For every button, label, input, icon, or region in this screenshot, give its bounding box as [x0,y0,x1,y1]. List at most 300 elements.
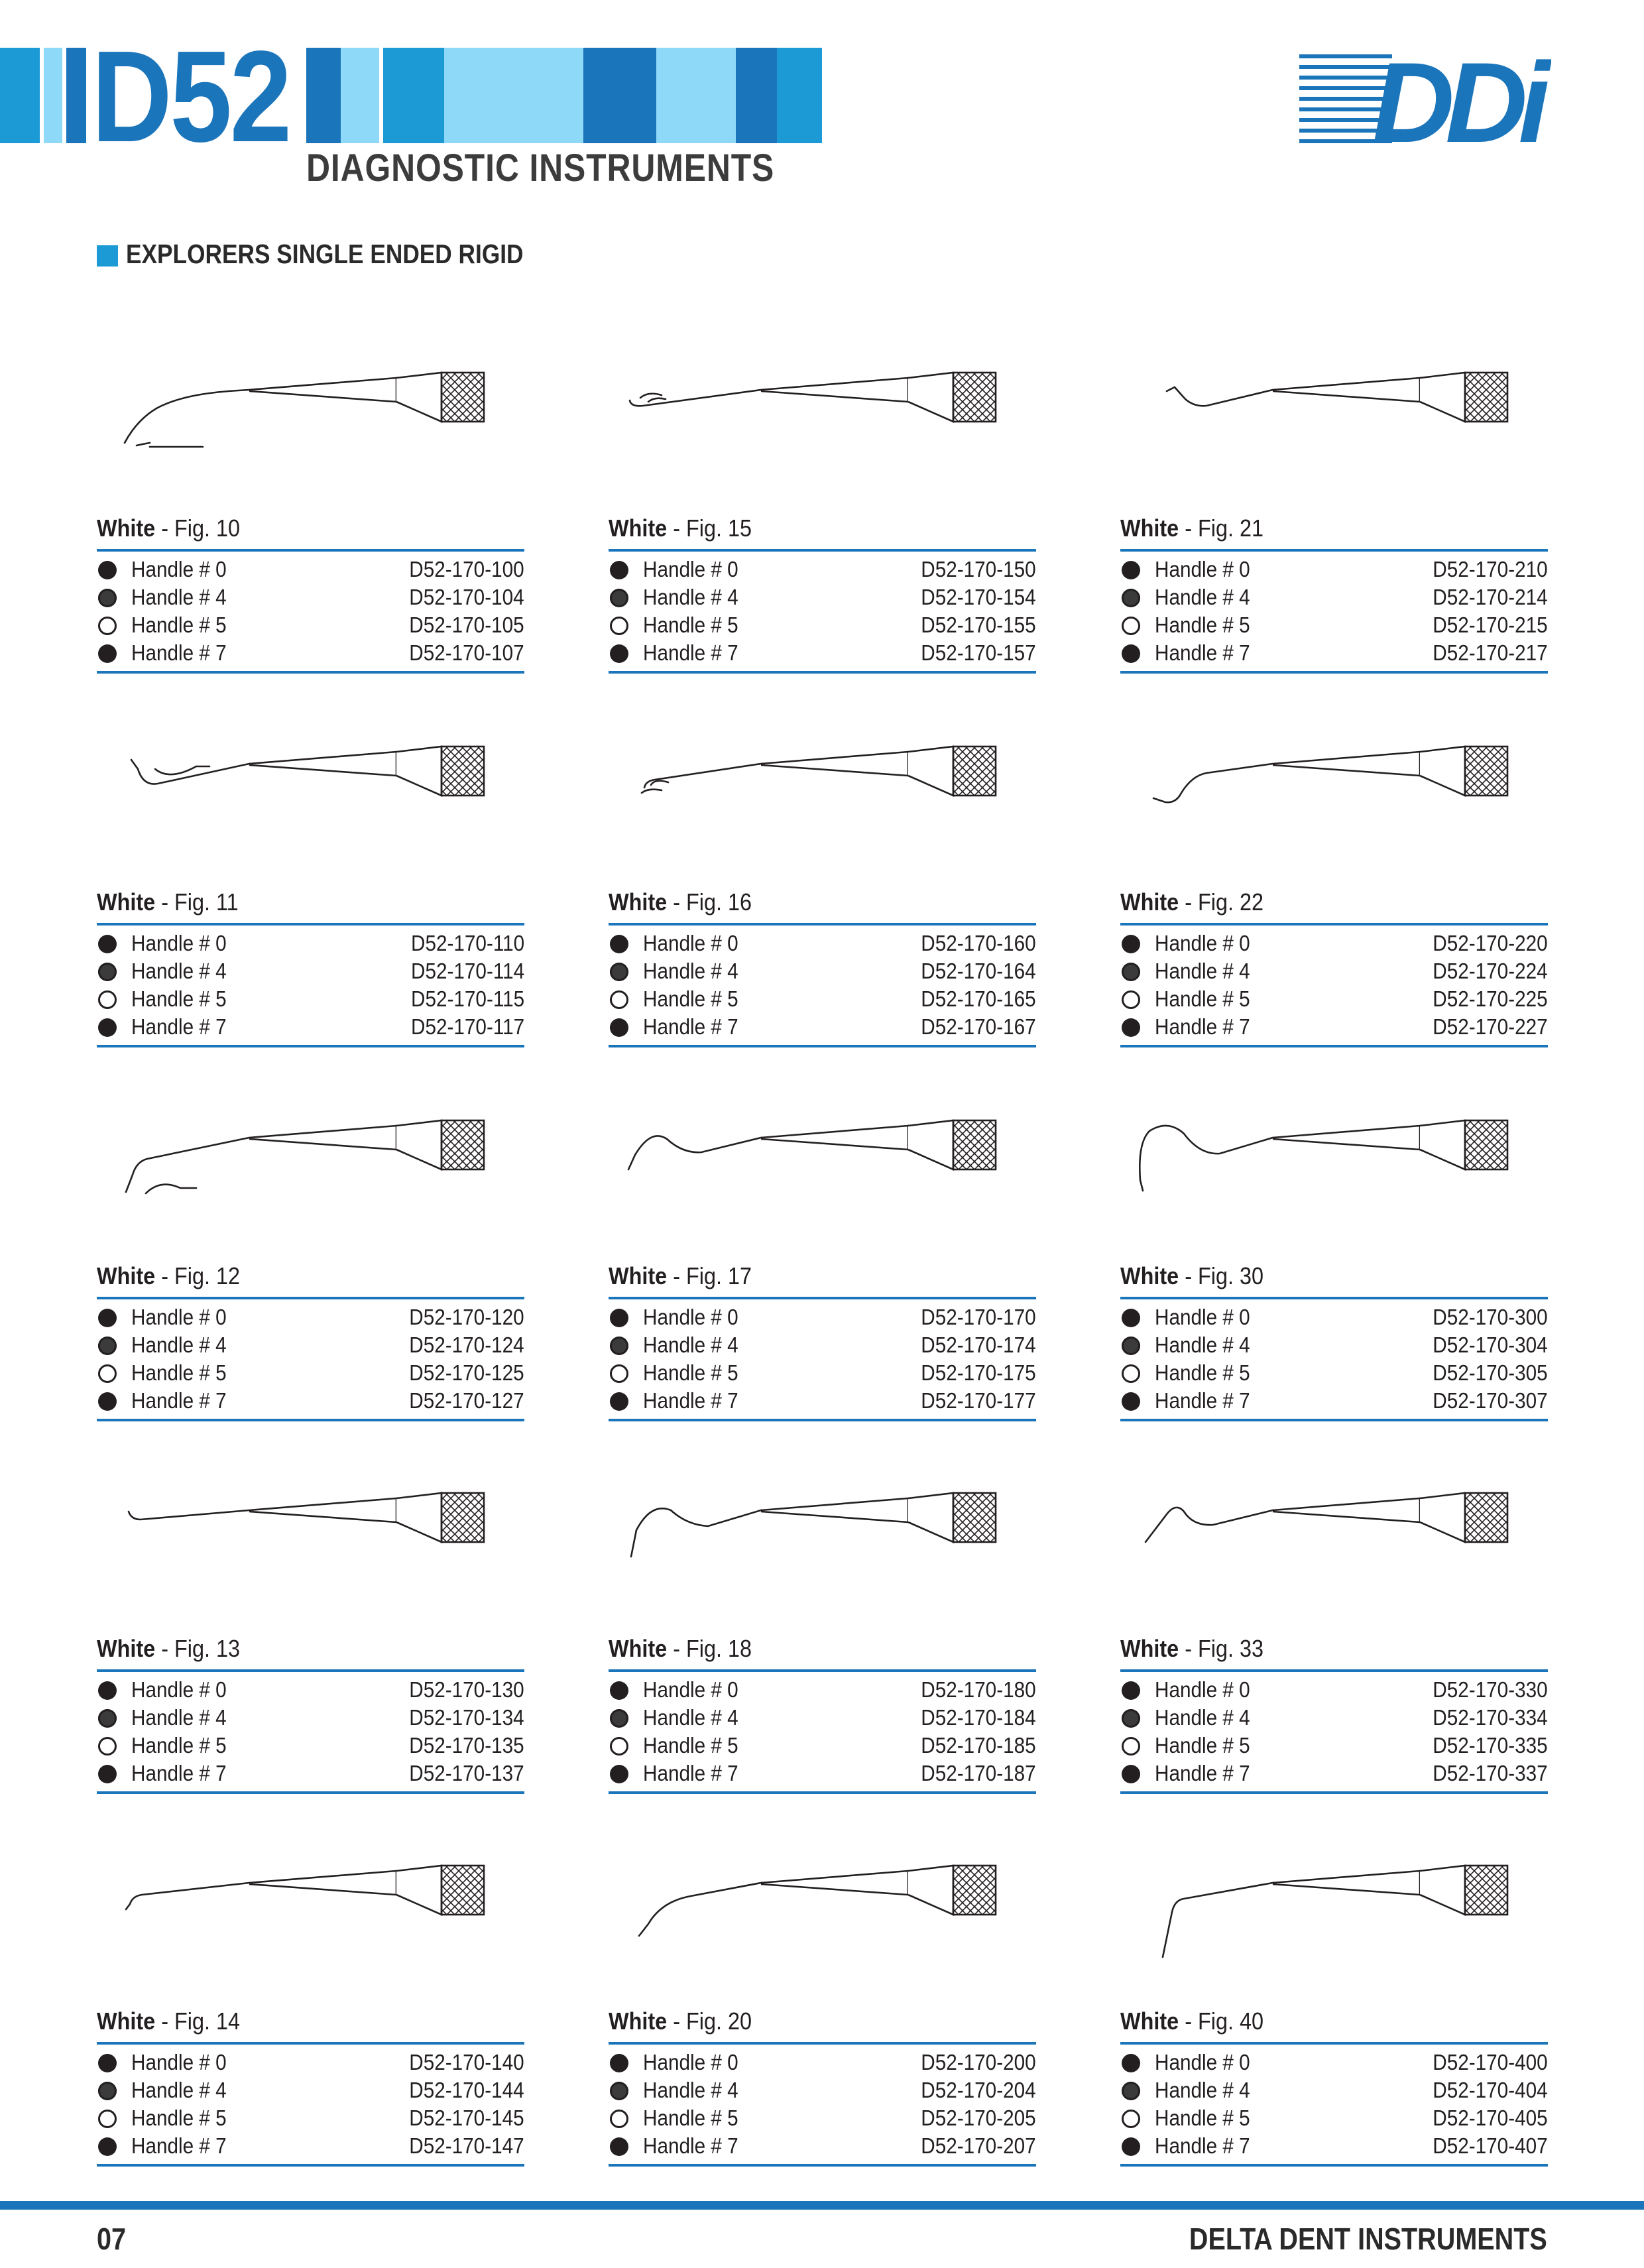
table-top-rule [609,1669,1036,1672]
figure-number: 18 [728,1635,752,1662]
product-code: D52-170-105 [409,613,524,637]
handle-table [609,2050,1036,2161]
table-top-rule [1120,923,1548,925]
product-card [1120,358,1551,729]
handle-row [609,1705,1036,1733]
product-card [609,1851,1039,2222]
product-card [1120,1106,1551,1477]
handle-table [97,2050,524,2161]
handle-label: Handle # 0 [1155,931,1250,955]
handle-label: Handle # 0 [131,1677,227,1702]
handle-color-dot-icon [610,1392,628,1411]
catalog-code-title: D52 [91,24,290,169]
handle-table [97,557,524,668]
instrument-drawing [97,358,528,504]
handle-color-dot-icon [610,990,628,1009]
product-code: D52-170-400 [1433,2050,1548,2074]
handle-label: Handle # 0 [131,1305,227,1329]
product-code: D52-170-144 [409,2078,524,2102]
handle-row [1120,585,1548,613]
figure-number: 14 [216,2007,241,2035]
table-bottom-rule [609,671,1036,674]
table-bottom-rule [1120,1419,1548,1421]
handle-table [609,557,1036,668]
handle-color-dot-icon [1122,1364,1140,1383]
handle-row [609,986,1036,1014]
handle-color-dot-icon [98,644,117,663]
material-label: White [1120,2007,1179,2035]
handle-label: Handle # 7 [131,640,227,665]
product-code: D52-170-407 [1433,2133,1548,2158]
product-code: D52-170-185 [921,1733,1036,1758]
handle-color-dot-icon [1122,990,1140,1009]
handle-color-dot-icon [1122,644,1140,663]
handle-label: Handle # 5 [131,1360,227,1385]
product-card [97,1478,528,1850]
product-code: D52-170-160 [921,931,1036,955]
product-code: D52-170-115 [410,986,524,1011]
material-label: White [1120,1262,1179,1289]
product-code: D52-170-305 [1433,1360,1548,1385]
handle-label: Handle # 5 [131,986,227,1011]
handle-color-dot-icon [98,1018,117,1037]
handle-label: Handle # 7 [643,1761,738,1785]
handle-color-dot-icon [98,2082,117,2100]
handle-label: Handle # 4 [643,1333,738,1357]
figure-label: White - Fig. 12 [97,1262,241,1289]
handle-label: Handle # 4 [131,1333,227,1357]
handle-row [609,931,1036,959]
product-code: D52-170-114 [410,959,524,983]
handle-row [1120,986,1548,1014]
handle-table [1120,2050,1548,2161]
handle-color-dot-icon [98,963,117,981]
product-code: D52-170-184 [921,1705,1036,1730]
table-top-rule [609,2042,1036,2045]
handle-color-dot-icon [610,1309,628,1327]
figure-label: White - Fig. 17 [609,1262,752,1289]
handle-row [1120,1733,1548,1761]
table-top-rule [97,2042,524,2045]
handle-label: Handle # 5 [643,613,738,637]
instrument-drawing [1120,358,1551,504]
handle-row [97,959,524,986]
product-code: D52-170-175 [921,1360,1036,1385]
material-label: White [1120,888,1179,916]
handle-label: Handle # 0 [1155,1305,1250,1329]
product-code: D52-170-107 [409,640,524,665]
handle-row [1120,613,1548,640]
product-code: D52-170-137 [409,1761,524,1785]
handle-color-dot-icon [1122,935,1140,953]
product-code: D52-170-117 [410,1014,524,1039]
table-top-rule [97,549,524,552]
handle-row [609,1761,1036,1789]
product-code: D52-170-205 [921,2106,1036,2130]
material-label: White [97,888,156,916]
product-code: D52-170-130 [409,1677,524,1702]
handle-row [609,959,1036,986]
handle-row [97,640,524,668]
product-card [97,1106,528,1477]
handle-table [1120,1677,1548,1789]
product-code: D52-170-307 [1433,1388,1548,1413]
handle-label: Handle # 5 [643,2106,738,2130]
instrument-drawing [97,1106,528,1252]
handle-color-dot-icon [610,2137,628,2156]
handle-label: Handle # 5 [131,613,227,637]
product-code: D52-170-224 [1433,959,1548,983]
product-code: D52-170-304 [1433,1333,1548,1357]
handle-color-dot-icon [1122,1737,1140,1756]
product-card [609,1478,1039,1850]
handle-color-dot-icon [98,1392,117,1411]
product-code: D52-170-174 [921,1333,1036,1357]
handle-color-dot-icon [98,617,117,635]
table-bottom-rule [609,1791,1036,1794]
material-label: White [97,514,156,542]
figure-label: White - Fig. 14 [97,2007,241,2035]
instrument-drawing [609,1106,1039,1252]
handle-row [1120,1333,1548,1360]
handle-label: Handle # 7 [643,2133,738,2158]
handle-table [609,1677,1036,1789]
handle-label: Handle # 0 [131,2050,227,2074]
handle-label: Handle # 7 [131,2133,227,2158]
instrument-drawing [609,358,1039,504]
handle-color-dot-icon [1122,617,1140,635]
handle-color-dot-icon [610,589,628,607]
instrument-drawing [609,1478,1039,1624]
product-code: D52-170-204 [921,2078,1036,2102]
product-card [97,1851,528,2222]
product-code: D52-170-337 [1433,1761,1548,1785]
handle-table [609,1305,1036,1416]
table-bottom-rule [1120,1791,1548,1794]
material-label: White [609,1262,668,1289]
handle-label: Handle # 5 [643,1360,738,1385]
handle-row [609,2050,1036,2078]
product-code: D52-170-207 [921,2133,1036,2158]
product-code: D52-170-170 [921,1305,1036,1329]
product-code: D52-170-187 [921,1761,1036,1785]
handle-row [1120,1677,1548,1705]
handle-label: Handle # 5 [1155,2106,1250,2130]
handle-row [1120,2106,1548,2133]
instrument-drawing [97,1478,528,1624]
product-card [97,358,528,729]
material-label: White [1120,1635,1179,1662]
product-code: D52-170-140 [409,2050,524,2074]
handle-color-dot-icon [1122,2137,1140,2156]
product-code: D52-170-215 [1433,613,1548,637]
table-top-rule [1120,2042,1548,2045]
handle-color-dot-icon [98,1765,117,1783]
handle-row [97,557,524,585]
handle-color-dot-icon [610,1364,628,1383]
handle-color-dot-icon [610,963,628,981]
handle-label: Handle # 7 [1155,1761,1250,1785]
handle-label: Handle # 0 [1155,557,1250,581]
handle-row [97,986,524,1014]
product-code: D52-170-225 [1433,986,1548,1011]
product-code: D52-170-110 [410,931,524,955]
handle-row [609,613,1036,640]
handle-color-dot-icon [610,1681,628,1700]
page-number: 07 [97,2222,127,2256]
handle-row [1120,2133,1548,2161]
handle-label: Handle # 0 [643,931,738,955]
product-code: D52-170-330 [1433,1677,1548,1702]
figure-label: White - Fig. 21 [1120,514,1264,542]
handle-table [97,1677,524,1789]
figure-label: White - Fig. 11 [97,888,239,916]
handle-color-dot-icon [610,1018,628,1037]
instrument-drawing [609,1851,1039,1997]
table-bottom-rule [97,2164,524,2167]
material-label: White [1120,514,1179,542]
handle-color-dot-icon [1122,1018,1140,1037]
handle-color-dot-icon [1122,1765,1140,1783]
handle-color-dot-icon [98,2137,117,2156]
material-label: White [609,514,668,542]
product-code: D52-170-147 [409,2133,524,2158]
handle-label: Handle # 5 [1155,1360,1250,1385]
material-label: White [609,1635,668,1662]
table-top-rule [97,1669,524,1672]
handle-color-dot-icon [1122,561,1140,579]
handle-color-dot-icon [610,1709,628,1728]
figure-number: 15 [728,514,752,542]
table-bottom-rule [97,1791,524,1794]
product-code: D52-170-150 [921,557,1036,581]
product-code: D52-170-300 [1433,1305,1548,1329]
product-code: D52-170-334 [1433,1705,1548,1730]
handle-label: Handle # 0 [131,931,227,955]
material-label: White [97,2007,156,2035]
handle-label: Handle # 4 [1155,1705,1250,1730]
handle-color-dot-icon [1122,1309,1140,1327]
handle-row [1120,1388,1548,1416]
handle-row [609,585,1036,613]
table-bottom-rule [97,1045,524,1047]
product-code: D52-170-134 [409,1705,524,1730]
table-bottom-rule [1120,671,1548,674]
product-card [609,1106,1039,1477]
product-code: D52-170-135 [409,1733,524,1758]
figure-number: 40 [1240,2007,1264,2035]
product-code: D52-170-200 [921,2050,1036,2074]
product-code: D52-170-227 [1433,1014,1548,1039]
handle-label: Handle # 7 [643,640,738,665]
catalog-subtitle: DIAGNOSTIC INSTRUMENTS [306,147,775,190]
table-top-rule [97,923,524,925]
product-code: D52-170-165 [921,986,1036,1011]
instrument-drawing [97,1851,528,1997]
figure-number: 33 [1240,1635,1264,1662]
material-label: White [97,1262,156,1289]
handle-row [609,640,1036,668]
handle-color-dot-icon [610,617,628,635]
logo-text: DDi [1372,48,1541,147]
handle-row [1120,2078,1548,2106]
table-bottom-rule [97,1419,524,1421]
handle-color-dot-icon [98,1681,117,1700]
instrument-drawing [1120,1478,1551,1624]
handle-label: Handle # 4 [1155,585,1250,609]
handle-row [97,1333,524,1360]
handle-table [1120,557,1548,668]
handle-color-dot-icon [1122,2054,1140,2072]
figure-label: White - Fig. 20 [609,2007,752,2035]
table-top-rule [609,1297,1036,1299]
instrument-drawing [1120,1106,1551,1252]
handle-row [97,585,524,613]
handle-color-dot-icon [610,1737,628,1756]
handle-label: Handle # 4 [643,959,738,983]
handle-row [97,1014,524,1042]
handle-row [609,1733,1036,1761]
handle-label: Handle # 7 [643,1014,738,1039]
figure-label: White - Fig. 33 [1120,1635,1264,1662]
table-top-rule [1120,1297,1548,1299]
product-card [609,358,1039,729]
figure-number: 16 [728,888,752,916]
product-code: D52-170-100 [409,557,524,581]
handle-row [97,2050,524,2078]
figure-number: 12 [216,1262,241,1289]
handle-row [1120,557,1548,585]
handle-color-dot-icon [98,1709,117,1728]
handle-label: Handle # 5 [643,986,738,1011]
figure-number: 20 [728,2007,752,2035]
handle-label: Handle # 4 [131,2078,227,2102]
handle-row [609,1333,1036,1360]
product-code: D52-170-335 [1433,1733,1548,1758]
handle-color-dot-icon [610,561,628,579]
handle-label: Handle # 7 [1155,640,1250,665]
handle-color-dot-icon [98,1364,117,1383]
handle-color-dot-icon [610,2082,628,2100]
footer-rule [0,2201,1644,2210]
handle-color-dot-icon [610,1765,628,1783]
handle-label: Handle # 5 [131,2106,227,2130]
handle-row [1120,1761,1548,1789]
handle-row [1120,1305,1548,1333]
handle-label: Handle # 7 [1155,1388,1250,1413]
handle-label: Handle # 7 [643,1388,738,1413]
handle-label: Handle # 7 [131,1761,227,1785]
table-top-rule [609,549,1036,552]
handle-color-dot-icon [1122,2110,1140,2128]
handle-label: Handle # 4 [1155,959,1250,983]
handle-label: Handle # 0 [131,557,227,581]
handle-table [1120,931,1548,1042]
material-label: White [609,888,668,916]
handle-color-dot-icon [98,561,117,579]
handle-row [609,2133,1036,2161]
handle-color-dot-icon [610,644,628,663]
handle-label: Handle # 4 [643,585,738,609]
handle-row [97,1733,524,1761]
table-top-rule [1120,549,1548,552]
handle-color-dot-icon [610,935,628,953]
handle-row [609,1388,1036,1416]
handle-table [609,931,1036,1042]
handle-color-dot-icon [98,990,117,1009]
handle-color-dot-icon [1122,963,1140,981]
product-code: D52-170-125 [409,1360,524,1385]
footer-brand: DELTA DENT INSTRUMENTS [1189,2222,1547,2256]
handle-label: Handle # 0 [643,1305,738,1329]
instrument-drawing [609,732,1039,878]
product-card [97,732,528,1103]
handle-label: Handle # 5 [1155,986,1250,1011]
handle-row [97,2078,524,2106]
handle-label: Handle # 7 [131,1388,227,1413]
figure-label: White - Fig. 18 [609,1635,752,1662]
table-bottom-rule [1120,2164,1548,2167]
figure-label: White - Fig. 22 [1120,888,1264,916]
handle-row [1120,1705,1548,1733]
handle-color-dot-icon [1122,2082,1140,2100]
handle-table [1120,1305,1548,1416]
handle-color-dot-icon [98,1309,117,1327]
product-code: D52-170-120 [409,1305,524,1329]
handle-row [97,1388,524,1416]
figure-label: White - Fig. 30 [1120,1262,1264,1289]
material-label: White [609,2007,668,2035]
product-code: D52-170-177 [921,1388,1036,1413]
handle-label: Handle # 4 [643,1705,738,1730]
handle-label: Handle # 4 [1155,1333,1250,1357]
handle-label: Handle # 0 [1155,2050,1250,2074]
handle-label: Handle # 5 [1155,613,1250,637]
handle-row [1120,959,1548,986]
table-bottom-rule [609,1419,1036,1421]
handle-label: Handle # 0 [643,557,738,581]
product-card [609,732,1039,1103]
handle-row [609,1360,1036,1388]
handle-color-dot-icon [1122,1337,1140,1355]
handle-color-dot-icon [98,1737,117,1756]
handle-row [97,1305,524,1333]
handle-row [1120,931,1548,959]
handle-color-dot-icon [1122,1681,1140,1700]
figure-number: 17 [728,1262,752,1289]
handle-row [609,1305,1036,1333]
handle-row [97,1705,524,1733]
product-code: D52-170-157 [921,640,1036,665]
product-code: D52-170-164 [921,959,1036,983]
handle-row [97,1761,524,1789]
handle-row [97,613,524,640]
handle-row [97,1677,524,1705]
product-code: D52-170-155 [921,613,1036,637]
product-code: D52-170-214 [1433,585,1548,609]
figure-number: 10 [216,514,241,542]
figure-number: 22 [1240,888,1264,916]
handle-row [609,2106,1036,2133]
handle-label: Handle # 7 [1155,2133,1250,2158]
handle-row [97,1360,524,1388]
handle-color-dot-icon [98,2110,117,2128]
handle-color-dot-icon [1122,589,1140,607]
product-code: D52-170-217 [1433,640,1548,665]
figure-number: 30 [1240,1262,1264,1289]
product-card [1120,1851,1551,2222]
section-square-icon [97,245,118,267]
